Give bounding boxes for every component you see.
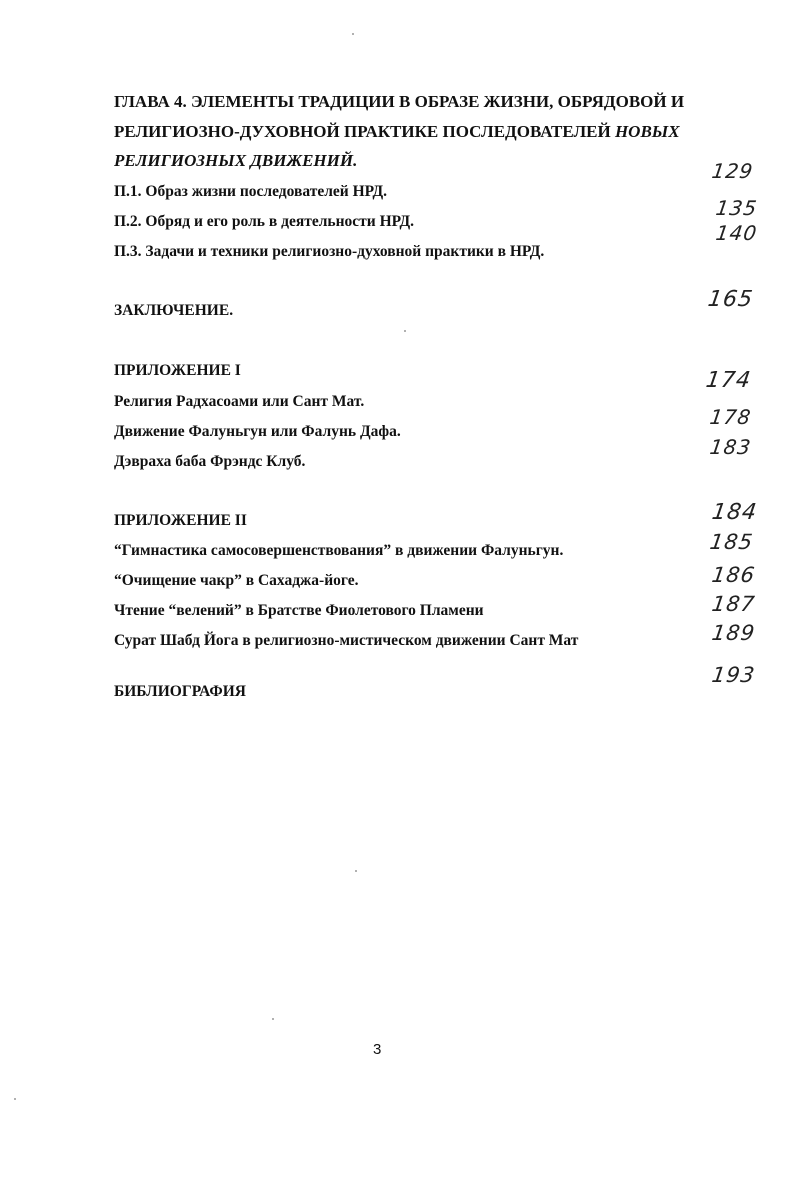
appendix-1-page: 174	[704, 368, 753, 393]
appendix-2-item-4-label: Сурат Шабд Йога в религиозно-мистическом движении Сант Мат	[114, 632, 579, 649]
appendix-1-item-3-label: Дэвраха баба Фрэндс Клуб.	[114, 453, 306, 470]
section-1-page: 135	[714, 196, 759, 220]
scan-speck	[404, 330, 406, 332]
appendix-2-item-4-page: 189	[710, 621, 757, 645]
scan-speck	[355, 870, 357, 872]
chapter-title-line-2-regular: РЕЛИГИОЗНО-ДУХОВНОЙ ПРАКТИКЕ ПОСЛЕДОВАТЕЛЕЙ	[114, 122, 615, 141]
section-1-label: П.1. Образ жизни последователей НРД.	[114, 183, 387, 200]
page-number: 3	[373, 1041, 382, 1058]
conclusion-label: ЗАКЛЮЧЕНИЕ.	[114, 302, 234, 319]
chapter-title-line-2	[114, 122, 680, 142]
chapter-title-line-1: ГЛАВА 4. ЭЛЕМЕНТЫ ТРАДИЦИИ В ОБРАЗЕ ЖИЗНИ, ОБРЯДОВОЙ И	[114, 92, 685, 111]
scan-speck	[352, 33, 354, 35]
scan-speck	[272, 1018, 274, 1020]
appendix-1-item-1-page: 178	[708, 405, 753, 429]
bibliography-label: БИБЛИОГРАФИЯ	[114, 683, 246, 700]
appendix-2-item-2-page: 186	[710, 563, 757, 587]
chapter-title-line-3: РЕЛИГИОЗНЫХ ДВИЖЕНИЙ.	[114, 151, 358, 170]
appendix-1-item-2-page: 183	[708, 435, 753, 459]
chapter-title-line-2-italic: НОВЫХ	[614, 122, 680, 141]
appendix-2-label: ПРИЛОЖЕНИЕ II	[114, 512, 247, 529]
appendix-2-item-2-label: “Очищение чакр” в Сахаджа-йоге.	[114, 572, 359, 589]
appendix-2-item-3-label: Чтение “велений” в Братстве Фиолетового Пламени	[114, 602, 484, 619]
section-3-label: П.3. Задачи и техники религиозно-духовной практики в НРД.	[114, 243, 545, 260]
scan-speck	[14, 1098, 16, 1100]
appendix-2-item-1-page: 185	[708, 530, 755, 554]
bibliography-page: 193	[710, 663, 757, 687]
section-2-label: П.2. Обряд и его роль в деятельности НРД.	[114, 213, 414, 230]
appendix-1-item-2-label: Движение Фалуньгун или Фалунь Дафа.	[114, 423, 401, 440]
appendix-1-label: ПРИЛОЖЕНИЕ I	[114, 362, 241, 379]
appendix-1-item-1-label: Религия Радхасоами или Сант Мат.	[114, 393, 365, 410]
appendix-2-item-1-label: “Гимнастика самосовершенствования” в движении Фалуньгун.	[114, 542, 564, 559]
section-2-page: 140	[714, 221, 759, 245]
conclusion-page: 165	[706, 287, 755, 312]
appendix-2-page: 184	[710, 500, 759, 525]
appendix-2-item-3-page: 187	[710, 592, 757, 616]
chapter-page-number: 129	[710, 159, 755, 183]
